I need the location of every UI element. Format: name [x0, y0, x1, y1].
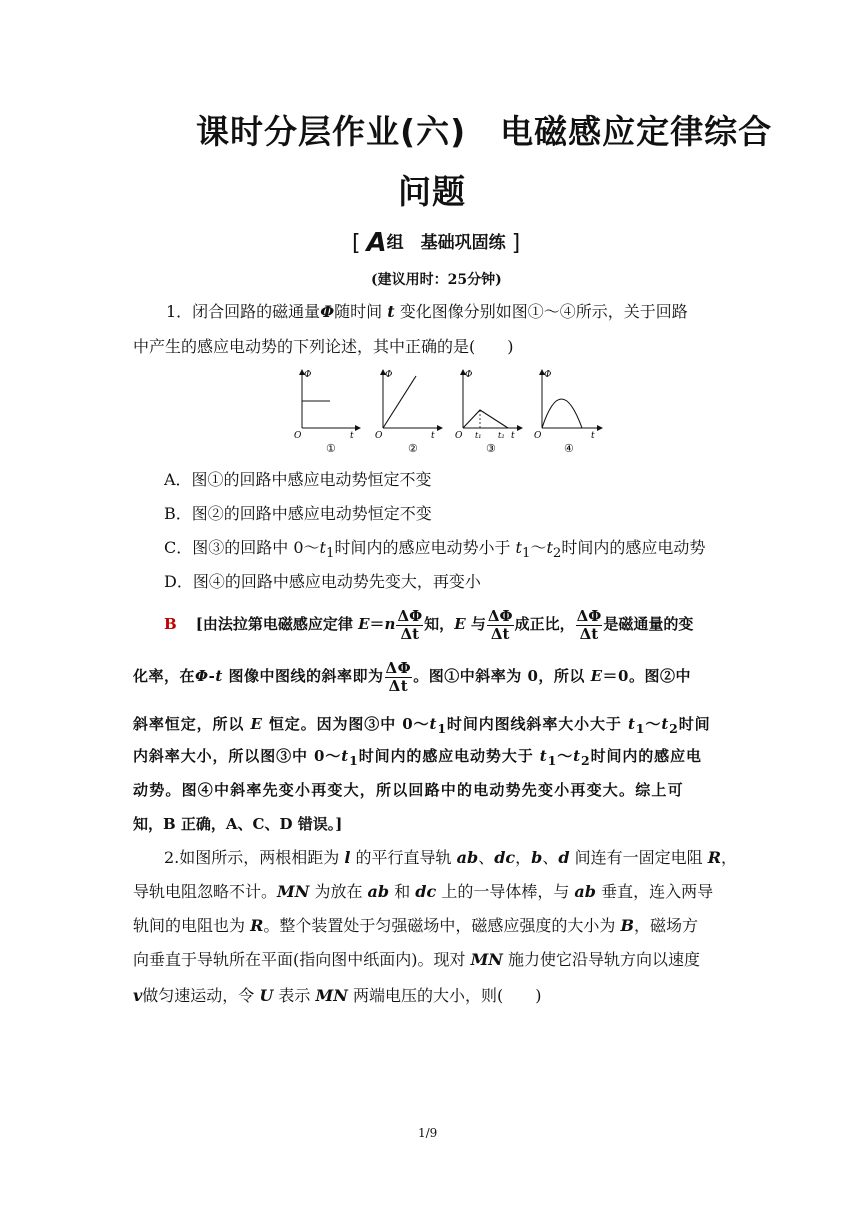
group-header: [ A组 基础巩固练 ] — [352, 228, 521, 258]
q1-option-b: B．图②的回路中感应电动势恒定不变 — [164, 504, 432, 523]
svg-text:Φ: Φ — [544, 370, 552, 380]
svg-text:Φ: Φ — [304, 370, 312, 380]
page-title: 课时分层作业(六) 电磁感应定律综合 — [196, 112, 773, 151]
q1-graphs — [290, 366, 610, 458]
page-title-continued: 问题 — [398, 172, 466, 211]
suggested-time: (建议用时：25分钟) — [371, 272, 502, 288]
q1-explanation-line4: 内斜率大小，所以图③中 $0\sim t_1$时间内的感应电动势大于 $t_1\sim t_2$时间内的感应电 — [133, 747, 702, 768]
graph-4 — [534, 370, 600, 455]
svg-text:Φ: Φ — [465, 370, 473, 380]
q1-explanation-line2: 化率，在Φ-t 图像中图线的斜率即为 $\frac{\Delta\Phi}{\Delta t}$ 。图①中斜率为 0，所以 E＝0。图②中 — [133, 658, 691, 695]
svg-text:O: O — [375, 431, 383, 441]
svg-text:③: ③ — [486, 442, 496, 455]
svg-text:②: ② — [408, 442, 418, 455]
svg-text:t: t — [511, 431, 515, 441]
svg-text:O: O — [455, 431, 463, 441]
q1-explanation-line3: 斜率恒定，所以 E 恒定。因为图③中 $0\sim t_1$时间内图线斜率大小大于 $t_1\sim t_2$时间 — [133, 715, 711, 736]
svg-text:④: ④ — [564, 442, 574, 455]
q1-option-a: A．图①的回路中感应电动势恒定不变 — [164, 470, 432, 489]
q2-stem-line1: 2.如图所示，两根相距为 l 的平行直导轨 ab、dc，b、d 间连有一固定电阻 R， — [164, 848, 738, 867]
phi-t-graphs-figure — [290, 366, 610, 458]
q2-stem-line3: 轨间的电阻也为 R。整个装置处于匀强磁场中，磁感应强度的大小为 B，磁场方 — [133, 916, 699, 935]
graph-3 — [455, 370, 520, 455]
q1-explanation-line1: B [由法拉第电磁感应定律 E＝n $\frac{\Delta\Phi}{\Delta t}$ 知，E 与 $\frac{\Delta\Phi}{\Delta t}$ 成正比， $\frac{\Delta\Phi}{\Delta t}$ 是磁通量的变 — [164, 606, 694, 643]
q1-explanation-line5: 动势。图④中斜率先变小再变大，所以回路中的电动势先变小再变大。综上可 — [133, 781, 684, 799]
graph-2 — [375, 370, 440, 455]
q1-answer: B — [164, 615, 177, 633]
group-label: 组 基础巩固练 — [386, 233, 506, 253]
q2-stem-line4: 向垂直于导轨所在平面(指向图中纸面内)。现对 MN 施力使它沿导轨方向以速度 — [133, 950, 701, 969]
q1-option-d: D．图④的回路中感应电动势先变大，再变小 — [164, 572, 481, 591]
q1-option-c: C．图③的回路中 $0\sim t_1$时间内的感应电动势小于 $t_1\sim t_2$时间内的感应电动势 — [164, 538, 706, 562]
q2-stem-line5: v做匀速运动，令 U 表示 MN 两端电压的大小，则( ) — [133, 986, 542, 1005]
svg-text:t₁: t₁ — [475, 431, 482, 440]
svg-text:t: t — [591, 431, 595, 441]
svg-text:①: ① — [326, 442, 336, 455]
group-letter: A — [366, 228, 387, 258]
svg-text:Φ: Φ — [385, 370, 393, 380]
page-number: 1/9 — [418, 1126, 438, 1140]
svg-text:t: t — [431, 431, 435, 441]
q1-stem-line1: 1．闭合回路的磁通量Φ随时间 t 变化图像分别如图①～④所示，关于回路 — [166, 302, 688, 321]
graph-1 — [294, 370, 358, 455]
q2-stem-line2: 导轨电阻忽略不计。MN 为放在 ab 和 dc 上的一导体棒，与 ab 垂直，连入两导 — [133, 882, 714, 901]
svg-text:O: O — [534, 431, 542, 441]
svg-text:O: O — [294, 431, 302, 441]
svg-text:t₂: t₂ — [498, 431, 505, 440]
q1-stem-line2: 中产生的感应电动势的下列论述，其中正确的是( ) — [133, 337, 514, 356]
q1-explanation-line6: 知，B 正确，A、C、D 错误。] — [133, 815, 343, 833]
svg-text:t: t — [350, 431, 354, 441]
